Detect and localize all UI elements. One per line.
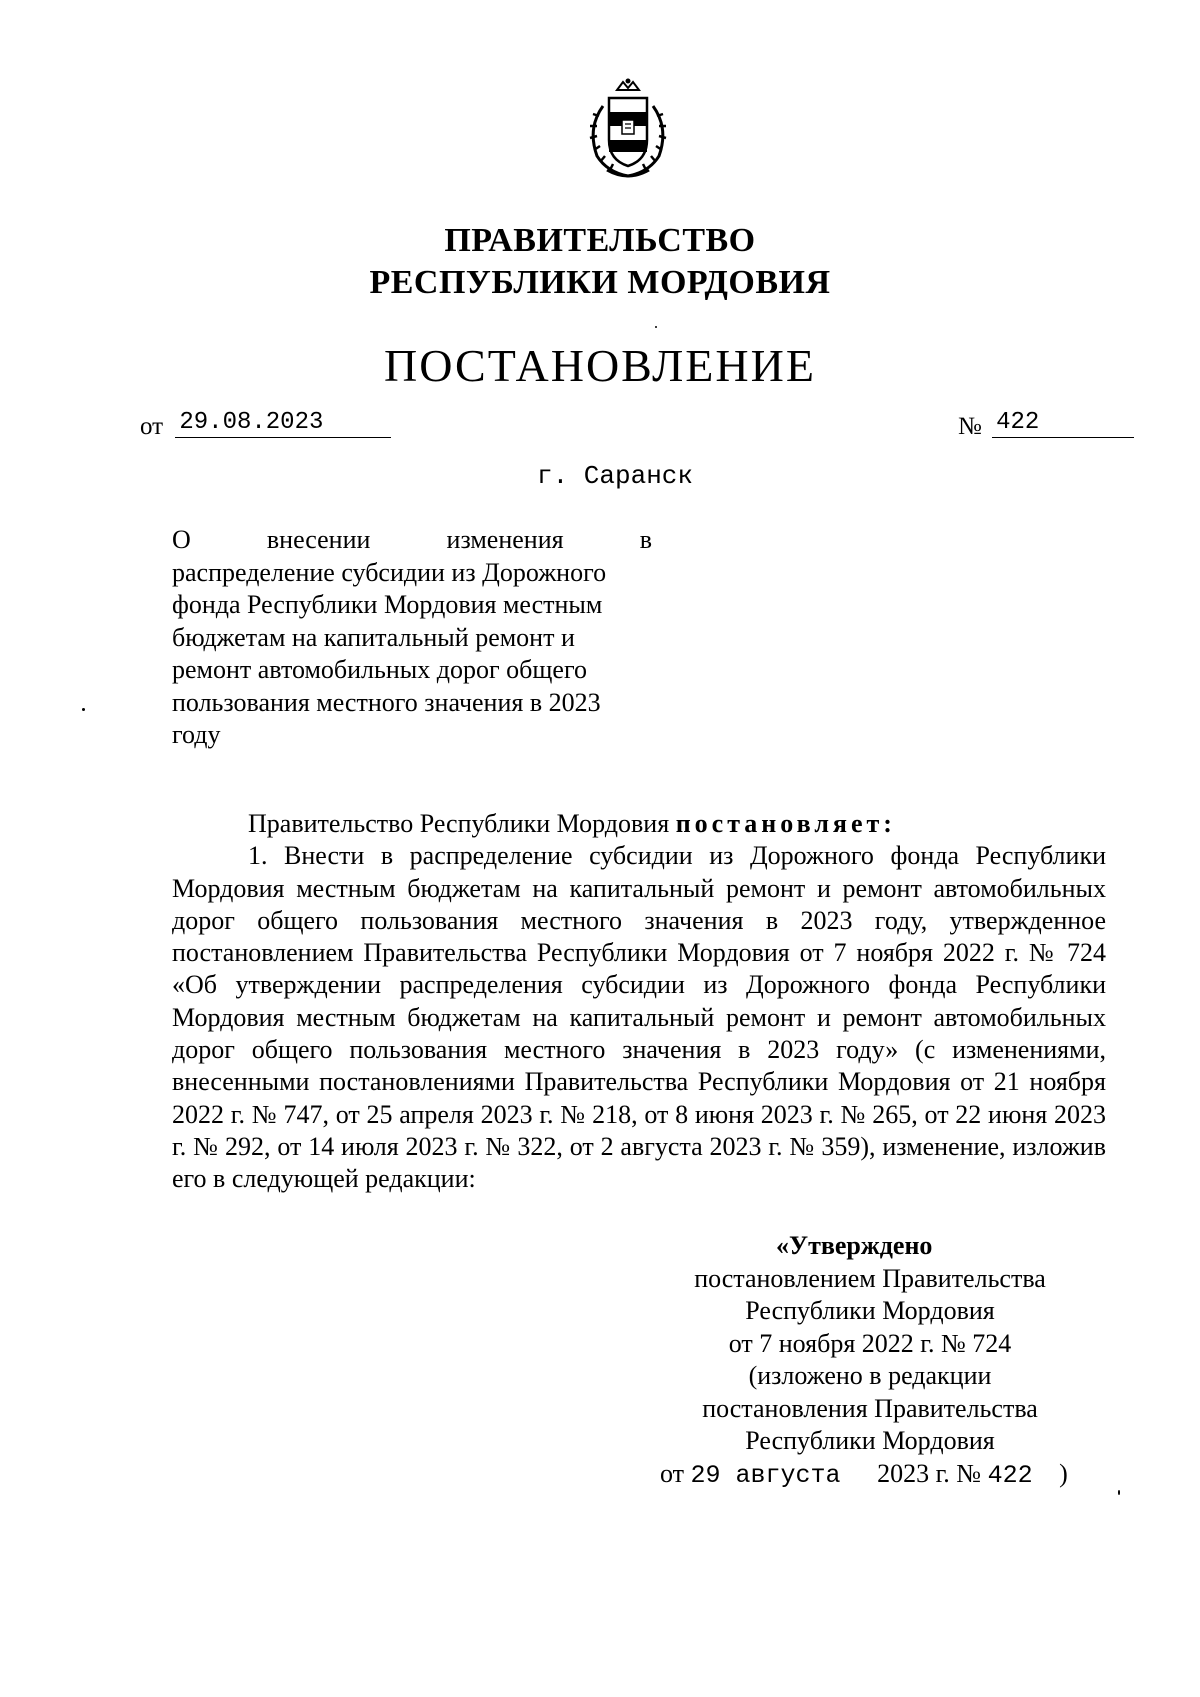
number-value-field: 422 xyxy=(992,409,1134,438)
subject-line-4: бюджетам на капитальный ремонт и xyxy=(172,622,575,652)
approval-line-2: Республики Мордовия xyxy=(745,1296,995,1325)
scan-speck xyxy=(1118,1490,1120,1495)
approval-line-3: от 7 ноября 2022 г. № 724 xyxy=(728,1328,1012,1358)
approval-date-number: 422 xyxy=(987,1460,1033,1490)
decree-body xyxy=(172,808,1106,1196)
body-paragraph-1: 1. Внести в распределение субсидии из Дорожного фонда Республики Мордовия местным бюджетам на капитальный ремонт и ремонт автомобильных дорог общего пользования местного значения в 2023 году, утвержденное постановлением Правительства Республики Мордовия от 7 ноября 2022 г. № 724 «Об утверждении распределения субсидии из Дорожного фонда Республики Мордовия местным бюджетам на капитальный ремонт и ремонт автомобильных дорог общего пользования местного значения в 2023 году» (с изменениями, внесенными постановлениями Правительства Республики Мордовия от 21 ноября 2022 г. № 747, от 25 апреля 2023 г. № 218, от 8 июня 2023 г. № 265, от 22 июня 2023 г. № 292, от 14 июля 2023 г. № 322, от 2 августа 2023 г. № 359), изменение, изложив его в следующей редакции: xyxy=(172,841,1106,1194)
intro-resolves: постановляет: xyxy=(675,809,896,838)
approval-date-prefix: от xyxy=(660,1458,685,1488)
approval-line-5: постановления Правительства xyxy=(702,1393,1038,1423)
scan-speck xyxy=(82,708,85,711)
approval-line-6: Республики Мордовия xyxy=(745,1426,995,1455)
body-intro xyxy=(172,808,1106,840)
subject-word: внесении xyxy=(266,525,371,554)
decree-subject xyxy=(172,524,652,752)
scan-speck xyxy=(655,326,657,328)
approval-date-line xyxy=(640,1458,1100,1493)
city-line: г. Саранск xyxy=(536,461,694,491)
decree-date xyxy=(140,409,391,444)
approval-date-year: 2023 г. № xyxy=(877,1458,982,1488)
decree-number xyxy=(958,409,1134,444)
coat-of-arms-emblem xyxy=(573,76,683,186)
approval-date-close: ) xyxy=(1059,1458,1068,1488)
approval-stamp-block xyxy=(640,1230,1100,1492)
approval-line-4: (изложено в редакции xyxy=(748,1361,992,1390)
subject-line-3: фонда Республики Мордовия местным xyxy=(172,590,603,619)
document-type-title: ПОСТАНОВЛЕНИЕ xyxy=(384,340,816,391)
subject-word: изменения xyxy=(446,525,564,554)
intro-text: Правительство Республики Мордовия xyxy=(248,809,670,838)
approval-date-day-month: 29 августа xyxy=(690,1460,841,1490)
organization-title-line1: ПРАВИТЕЛЬСТВО xyxy=(444,222,756,259)
organization-title-line2: РЕСПУБЛИКИ МОРДОВИЯ xyxy=(369,264,831,301)
subject-line-5: ремонт автомобильных дорог общего xyxy=(172,655,587,684)
approval-line-1: постановлением Правительства xyxy=(694,1263,1046,1293)
subject-word: в xyxy=(639,525,652,554)
approved-label: «Утверждено xyxy=(776,1231,933,1260)
subject-word: О xyxy=(172,525,191,554)
date-prefix: от xyxy=(140,413,164,440)
number-prefix: № xyxy=(958,413,982,440)
date-value-field: 29.08.2023 xyxy=(175,409,391,438)
subject-line-7: году xyxy=(172,720,221,749)
subject-line-2: распределение субсидии из Дорожного xyxy=(172,557,607,587)
subject-line-1 xyxy=(172,524,652,557)
subject-line-6: пользования местного значения в 2023 xyxy=(172,687,601,717)
